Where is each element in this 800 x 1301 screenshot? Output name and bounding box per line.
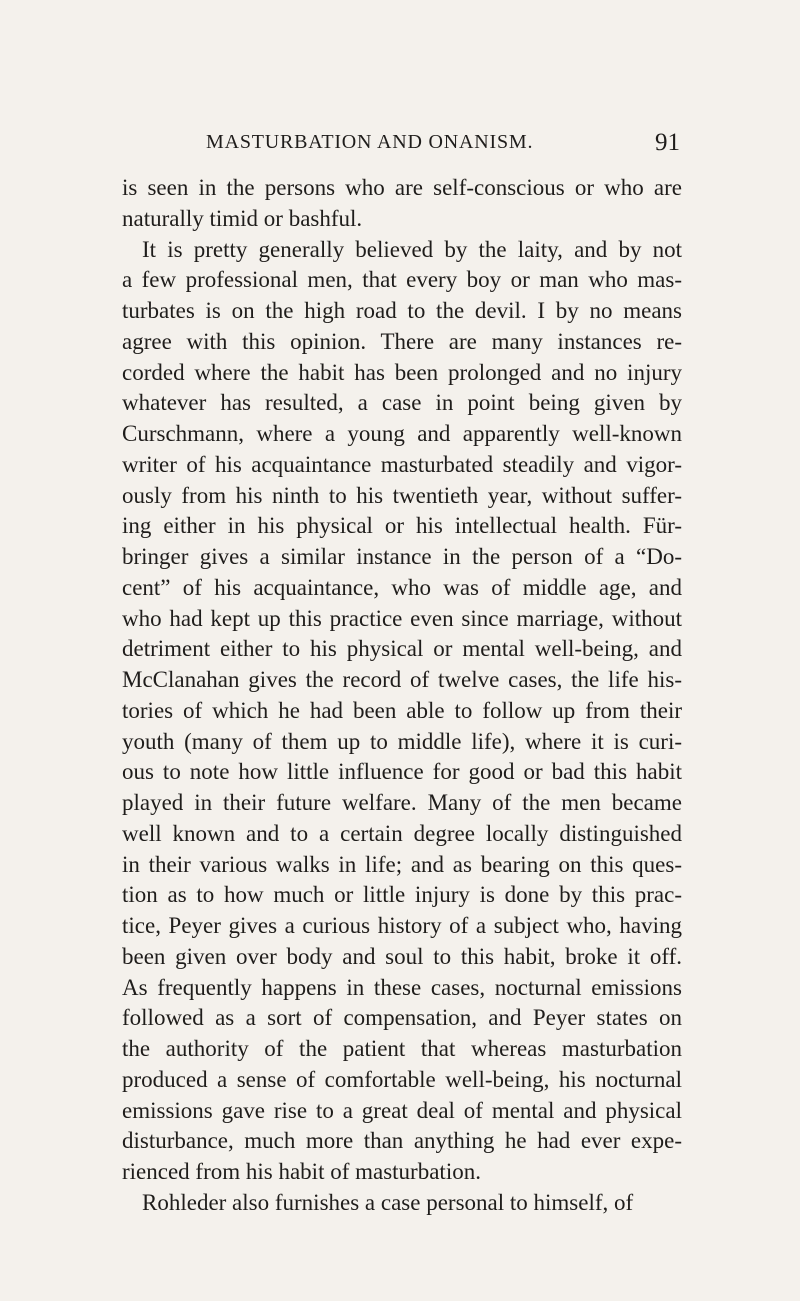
text-line: who had kept up this practice even since marriage, without [122, 605, 682, 631]
page-number: 91 [655, 129, 680, 156]
body-text [122, 173, 682, 1219]
text-line: is seen in the persons who are self-conscious or who are [122, 175, 682, 200]
text-line: corded where the habit has been prolonged and no injury [122, 359, 682, 385]
running-title: MASTURBATION AND ONANISM. [206, 131, 534, 153]
text-line: detriment either to his physical or mental well-being, and [122, 636, 682, 662]
text-line: writer of his acquaintance masturbated steadily and vigor- [122, 451, 682, 477]
text-line: bringer gives a similar instance in the person of a “Do- [122, 544, 682, 569]
text-line: ous to note how little influence for good or bad this habit [122, 759, 682, 785]
text-line: followed as a sort of compensation, and Peyer states on [122, 1005, 682, 1031]
text-line: tories of which he had been able to follow up from their [122, 697, 682, 723]
text-line: tion as to how much or little injury is done by this prac- [122, 882, 682, 908]
text-line: been given over body and soul to this habit, broke it off. [122, 943, 682, 969]
text-line: It is pretty generally believed by the laity, and by not [142, 236, 682, 262]
text-line: McClanahan gives the record of twelve cases, the life his- [122, 667, 682, 692]
text-line: a few professional men, that every boy or man who mas- [122, 267, 682, 293]
text-line: Curschmann, where a young and apparently well-known [122, 421, 682, 446]
text-line: Rohleder also furnishes a case personal to himself, of [142, 1189, 634, 1215]
text-line: tice, Peyer gives a curious history of a subject who, having [122, 913, 682, 938]
text-line: rienced from his habit of masturbation. [122, 1159, 481, 1184]
text-line: whatever has resulted, a case in point being given by [122, 390, 682, 416]
text-line: in their various walks in life; and as bearing on this ques- [122, 851, 682, 877]
text-line: As frequently happens in these cases, nocturnal emissions [122, 974, 682, 1000]
text-line: the authority of the patient that whereas masturbation [122, 1036, 682, 1061]
text-line: disturbance, much more than anything he had ever expe- [122, 1128, 682, 1154]
text-line: ing either in his physical or his intellectual health. Für- [122, 513, 682, 539]
text-line: cent” of his acquaintance, who was of middle age, and [122, 574, 682, 600]
text-line: produced a sense of comfortable well-being, his nocturnal [122, 1066, 682, 1092]
text-line: ously from his ninth to his twentieth year, without suffer- [122, 482, 682, 508]
text-line: naturally timid or bashful. [122, 205, 363, 231]
text-line: youth (many of them up to middle life), where it is curi- [122, 728, 682, 754]
text-line: played in their future welfare. Many of the men became [122, 790, 682, 815]
text-line: well known and to a certain degree locally distinguished [122, 820, 682, 846]
page-header [122, 131, 680, 165]
text-line: turbates is on the high road to the devil. I by no means [122, 298, 682, 323]
text-line: emissions gave rise to a great deal of mental and physical [122, 1097, 682, 1123]
text-line: agree with this opinion. There are many instances re- [122, 328, 682, 354]
